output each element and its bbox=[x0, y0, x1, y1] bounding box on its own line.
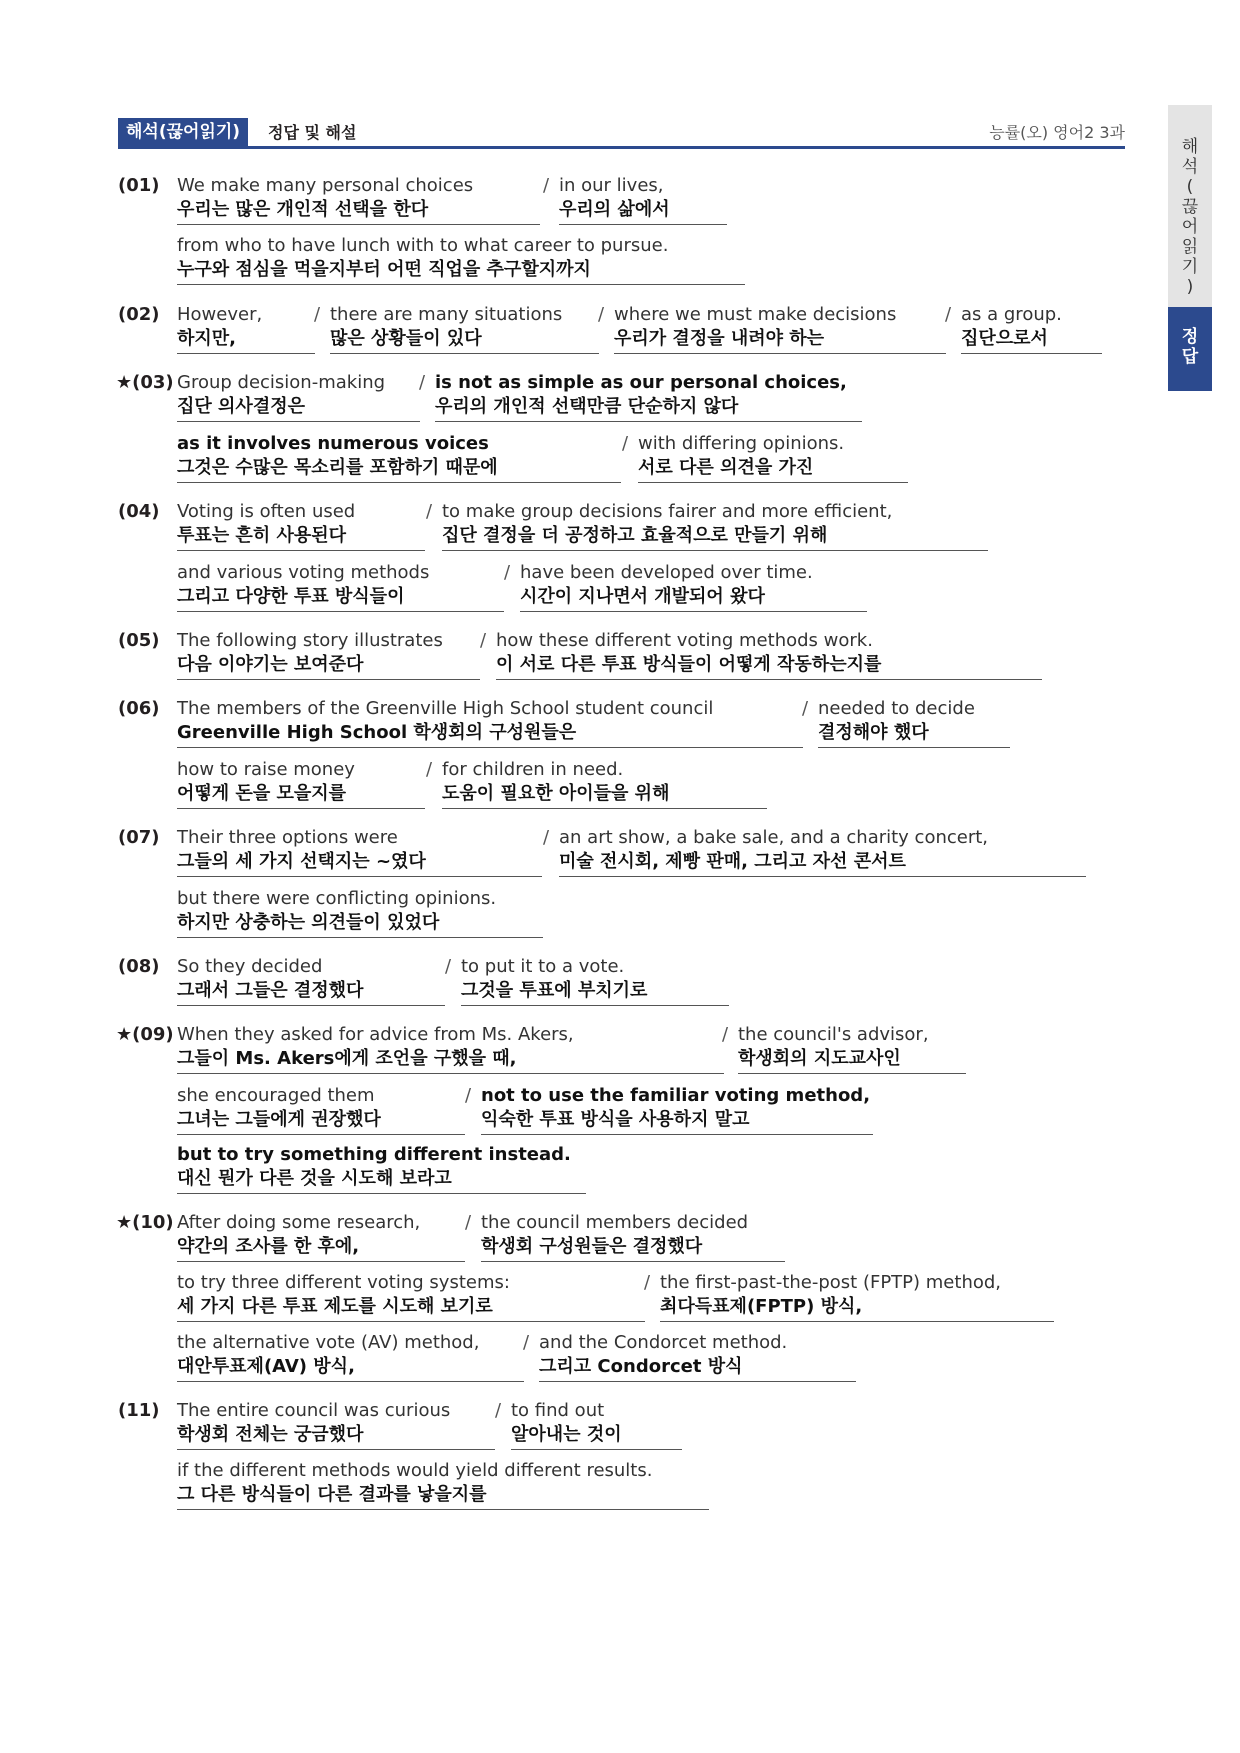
chunk bbox=[496, 629, 1042, 680]
korean-translation: 우리가 결정을 내려야 하는 bbox=[614, 328, 825, 349]
korean-translation: 우리의 삶에서 bbox=[559, 199, 670, 220]
chunk bbox=[177, 303, 315, 354]
chunk bbox=[177, 1211, 465, 1262]
korean-translation: 그들이 Ms. Akers에게 조언을 구했을 때, bbox=[177, 1048, 517, 1069]
chunk bbox=[330, 303, 599, 354]
korean-translation: 이 서로 다른 투표 방식들이 어떻게 작동하는지를 bbox=[496, 654, 882, 675]
english-text: Group decision-making bbox=[177, 372, 386, 393]
chunk bbox=[177, 697, 803, 748]
chunk bbox=[177, 1331, 524, 1382]
book-info: 능률(오) 영어2 3과 bbox=[989, 123, 1125, 142]
section-tag: 해석(끊어읽기) bbox=[118, 118, 248, 146]
english-text: The members of the Greenville High School student council bbox=[177, 698, 714, 719]
korean-translation: 누구와 점심을 먹을지부터 어떤 직업을 추구할지까지 bbox=[177, 259, 591, 280]
korean-translation: 그것을 투표에 부치기로 bbox=[461, 980, 648, 1001]
chunk bbox=[614, 303, 946, 354]
segment-divider: / bbox=[314, 304, 321, 325]
english-text: The entire council was curious bbox=[177, 1400, 451, 1421]
english-text: and the Condorcet method. bbox=[539, 1332, 788, 1353]
korean-translation: 학생회 전체는 궁금했다 bbox=[177, 1424, 364, 1445]
chunk bbox=[442, 500, 988, 551]
english-text: After doing some research, bbox=[177, 1212, 421, 1233]
korean-translation: 약간의 조사를 한 후에, bbox=[177, 1236, 360, 1257]
korean-translation: 대안투표제(AV) 방식, bbox=[177, 1356, 355, 1377]
korean-translation: 집단 결정을 더 공정하고 효율적으로 만들기 위해 bbox=[442, 525, 828, 546]
segment-divider: / bbox=[480, 630, 487, 651]
segment-divider: / bbox=[802, 698, 809, 719]
korean-translation: 알아내는 것이 bbox=[511, 1424, 622, 1445]
chunk bbox=[442, 758, 767, 809]
english-text: the council members decided bbox=[481, 1212, 749, 1233]
side-tab-char: ) bbox=[1186, 277, 1194, 297]
chunk bbox=[177, 1023, 724, 1074]
korean-translation: 어떻게 돈을 모을지를 bbox=[177, 783, 347, 804]
korean-translation: 많은 상황들이 있다 bbox=[330, 328, 482, 349]
chunk bbox=[511, 1399, 682, 1450]
item-number: (06) bbox=[118, 698, 160, 719]
korean-translation: 결정해야 했다 bbox=[818, 722, 929, 743]
english-text: there are many situations bbox=[330, 304, 563, 325]
english-text: she encouraged them bbox=[177, 1085, 375, 1106]
english-text: if the different methods would yield different results. bbox=[177, 1460, 653, 1481]
chunk bbox=[177, 371, 420, 422]
chunk bbox=[818, 697, 1010, 748]
item-number: ★(09) bbox=[116, 1024, 174, 1045]
item-number: (11) bbox=[118, 1400, 160, 1421]
segment-divider: / bbox=[504, 562, 511, 583]
page-header bbox=[118, 118, 1125, 149]
korean-translation: 그리고 Condorcet 방식 bbox=[539, 1356, 743, 1377]
segment-divider: / bbox=[598, 304, 605, 325]
english-text: how these different voting methods work. bbox=[496, 630, 873, 651]
segment-divider: / bbox=[445, 956, 452, 977]
korean-translation: 익숙한 투표 방식을 사용하지 말고 bbox=[481, 1109, 750, 1130]
segment-divider: / bbox=[622, 433, 629, 454]
english-text: the alternative vote (AV) method, bbox=[177, 1332, 480, 1353]
korean-translation: 최다득표제(FPTP) 방식, bbox=[660, 1296, 863, 1317]
chunk bbox=[539, 1331, 856, 1382]
korean-translation: 투표는 흔히 사용된다 bbox=[177, 525, 347, 546]
korean-translation: 하지만, bbox=[177, 328, 237, 349]
english-text: with differing opinions. bbox=[638, 433, 845, 454]
item-number: ★(03) bbox=[116, 372, 174, 393]
english-text: the council's advisor, bbox=[738, 1024, 929, 1045]
english-text: to make group decisions fairer and more efficient, bbox=[442, 501, 893, 522]
chunk bbox=[481, 1211, 785, 1262]
korean-translation: 집단 의사결정은 bbox=[177, 396, 305, 417]
korean-translation: 학생회의 지도교사인 bbox=[738, 1048, 901, 1069]
english-text: The following story illustrates bbox=[177, 630, 443, 651]
chunk bbox=[559, 826, 1086, 877]
segment-divider: / bbox=[543, 175, 550, 196]
side-tab-char: 석 bbox=[1181, 157, 1199, 177]
segment-divider: / bbox=[465, 1085, 472, 1106]
segment-divider: / bbox=[543, 827, 550, 848]
korean-translation: 그 다른 방식들이 다른 결과를 낳을지를 bbox=[177, 1484, 487, 1505]
chunk bbox=[177, 1084, 465, 1135]
korean-translation: 우리의 개인적 선택만큼 단순하지 않다 bbox=[435, 396, 739, 417]
korean-translation: 하지만 상충하는 의견들이 있었다 bbox=[177, 912, 440, 933]
segment-divider: / bbox=[426, 501, 433, 522]
chunk bbox=[638, 432, 908, 483]
korean-translation: Greenville High School 학생회의 구성원들은 bbox=[177, 722, 577, 743]
chunk bbox=[177, 1271, 645, 1322]
item-number: (08) bbox=[118, 956, 160, 977]
side-tab-char: 읽 bbox=[1181, 237, 1199, 257]
segment-divider: / bbox=[426, 759, 433, 780]
chunk bbox=[177, 758, 425, 809]
item-number: (07) bbox=[118, 827, 160, 848]
chunk bbox=[738, 1023, 966, 1074]
segment-divider: / bbox=[644, 1272, 651, 1293]
side-tab-char: ( bbox=[1186, 177, 1194, 197]
english-text: to find out bbox=[511, 1400, 605, 1421]
item-number: (04) bbox=[118, 501, 160, 522]
english-text: for children in need. bbox=[442, 759, 624, 780]
korean-translation: 그리고 다양한 투표 방식들이 bbox=[177, 586, 405, 607]
chunk bbox=[177, 500, 425, 551]
section-subtitle: 정답 및 해설 bbox=[268, 123, 357, 142]
english-text: as a group. bbox=[961, 304, 1062, 325]
chunk bbox=[461, 955, 729, 1006]
side-tab-char: 어 bbox=[1181, 217, 1199, 237]
english-text: in our lives, bbox=[559, 175, 664, 196]
chunk bbox=[177, 432, 621, 483]
english-text: an art show, a bake sale, and a charity concert, bbox=[559, 827, 989, 848]
english-text: and various voting methods bbox=[177, 562, 430, 583]
english-text: is not as simple as our personal choices, bbox=[435, 372, 847, 393]
english-text: We make many personal choices bbox=[177, 175, 474, 196]
segment-divider: / bbox=[419, 372, 426, 393]
english-text: not to use the familiar voting method, bbox=[481, 1085, 871, 1106]
english-text: but there were conflicting opinions. bbox=[177, 888, 497, 909]
side-tab-char: 기 bbox=[1181, 257, 1199, 277]
chunk bbox=[177, 561, 504, 612]
chunk bbox=[435, 371, 862, 422]
chunk bbox=[961, 303, 1102, 354]
korean-translation: 도움이 필요한 아이들을 위해 bbox=[442, 783, 670, 804]
english-text: have been developed over time. bbox=[520, 562, 813, 583]
chunk bbox=[481, 1084, 873, 1135]
korean-translation: 다음 이야기는 보여준다 bbox=[177, 654, 364, 675]
chunk bbox=[520, 561, 867, 612]
item-number: (02) bbox=[118, 304, 160, 325]
english-text: However, bbox=[177, 304, 263, 325]
chunk bbox=[177, 1399, 495, 1450]
korean-translation: 그들의 세 가지 선택지는 ~였다 bbox=[177, 851, 426, 872]
english-text: When they asked for advice from Ms. Akers, bbox=[177, 1024, 574, 1045]
english-text: the first-past-the-post (FPTP) method, bbox=[660, 1272, 1002, 1293]
korean-translation: 시간이 지나면서 개발되어 왔다 bbox=[520, 586, 765, 607]
english-text: So they decided bbox=[177, 956, 323, 977]
side-tab-char: 해 bbox=[1181, 137, 1199, 157]
segment-divider: / bbox=[722, 1024, 729, 1045]
item-number: (05) bbox=[118, 630, 160, 651]
korean-translation: 대신 뭔가 다른 것을 시도해 보라고 bbox=[177, 1168, 452, 1189]
korean-translation: 집단으로서 bbox=[961, 328, 1048, 349]
english-text: how to raise money bbox=[177, 759, 355, 780]
korean-translation: 서로 다른 의견을 가진 bbox=[638, 457, 814, 478]
english-text: to put it to a vote. bbox=[461, 956, 625, 977]
side-tab-char: 답 bbox=[1181, 347, 1199, 367]
korean-translation: 그것은 수많은 목소리를 포함하기 때문에 bbox=[177, 457, 498, 478]
side-tab-answer bbox=[1168, 307, 1212, 391]
chunk bbox=[177, 826, 542, 877]
side-tab-char: 정 bbox=[1181, 327, 1199, 347]
segment-divider: / bbox=[523, 1332, 530, 1353]
item-number: ★(10) bbox=[116, 1212, 174, 1233]
chunk bbox=[177, 234, 745, 285]
side-tab-translation bbox=[1168, 105, 1212, 307]
chunk bbox=[177, 1459, 709, 1510]
chunk bbox=[177, 629, 480, 680]
korean-translation: 미술 전시회, 제빵 판매, 그리고 자선 콘서트 bbox=[559, 851, 906, 872]
chunk bbox=[660, 1271, 1054, 1322]
chunk bbox=[177, 174, 540, 225]
chunk bbox=[559, 174, 727, 225]
english-text: Voting is often used bbox=[177, 501, 356, 522]
korean-translation: 그녀는 그들에게 권장했다 bbox=[177, 1109, 381, 1130]
english-text: from who to have lunch with to what career to pursue. bbox=[177, 235, 669, 256]
chunk bbox=[177, 1143, 586, 1194]
english-text: where we must make decisions bbox=[614, 304, 897, 325]
english-text: as it involves numerous voices bbox=[177, 433, 489, 454]
english-text: but to try something different instead. bbox=[177, 1144, 571, 1165]
korean-translation: 우리는 많은 개인적 선택을 한다 bbox=[177, 199, 429, 220]
english-text: needed to decide bbox=[818, 698, 975, 719]
segment-divider: / bbox=[495, 1400, 502, 1421]
korean-translation: 세 가지 다른 투표 제도를 시도해 보기로 bbox=[177, 1296, 493, 1317]
korean-translation: 학생회 구성원들은 결정했다 bbox=[481, 1236, 703, 1257]
segment-divider: / bbox=[945, 304, 952, 325]
english-text: to try three different voting systems: bbox=[177, 1272, 510, 1293]
english-text: Their three options were bbox=[177, 827, 398, 848]
item-number: (01) bbox=[118, 175, 160, 196]
korean-translation: 그래서 그들은 결정했다 bbox=[177, 980, 364, 1001]
side-tab-char: 끊 bbox=[1181, 197, 1199, 217]
chunk bbox=[177, 887, 543, 938]
chunk bbox=[177, 955, 445, 1006]
segment-divider: / bbox=[465, 1212, 472, 1233]
